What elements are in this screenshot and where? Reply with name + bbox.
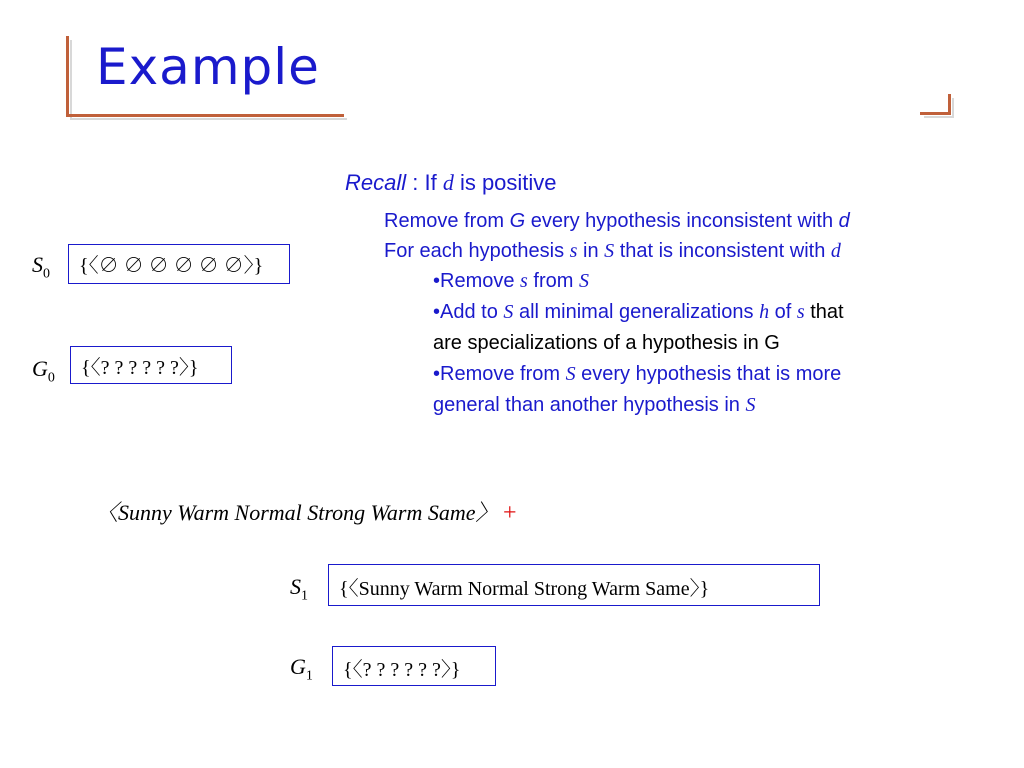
- recall-bullet-remove-general: •Remove from S every hypothesis that is more: [433, 363, 842, 385]
- training-example: [96, 496, 517, 527]
- recall-bullet-remove-general-cont: general than another hypothesis in S: [433, 394, 756, 416]
- g0-label: $G_0$: [32, 356, 55, 386]
- training-example-instance: 〈Sunny Warm Normal Strong Warm Same〉: [96, 500, 498, 525]
- s1-set-box: [328, 564, 820, 606]
- slide-title: Example: [96, 38, 320, 96]
- s0-set-value: {〈∅ ∅ ∅ ∅ ∅ ∅〉}: [79, 255, 264, 277]
- positive-sign: +: [503, 500, 517, 526]
- g0-set-value: {〈? ? ? ? ? ?〉}: [81, 357, 199, 379]
- s1-label: $S_1$: [290, 574, 308, 604]
- recall-heading: Recall : If d is positive: [345, 170, 557, 195]
- recall-line-remove-g: Remove from G every hypothesis inconsistent with d: [384, 210, 850, 232]
- s0-label: $S_0$: [32, 252, 50, 282]
- corner-bracket: [920, 94, 951, 115]
- g1-set-value: {〈? ? ? ? ? ?〉}: [343, 659, 461, 681]
- recall-line-for-each: For each hypothesis s in S that is inconsistent with d: [384, 240, 841, 262]
- recall-bullet-remove-s: •Remove s from S: [433, 270, 589, 292]
- g1-label: $G_1$: [290, 654, 313, 684]
- s1-set-value: {〈Sunny Warm Normal Strong Warm Same〉}: [339, 578, 710, 600]
- recall-bullet-add-generalizations-cont: are specializations of a hypothesis in G: [433, 332, 780, 354]
- s0-set-box: [68, 244, 290, 284]
- g1-set-box: [332, 646, 496, 686]
- recall-bullet-add-generalizations: •Add to S all minimal generalizations h of s that: [433, 301, 844, 323]
- g0-set-box: [70, 346, 232, 384]
